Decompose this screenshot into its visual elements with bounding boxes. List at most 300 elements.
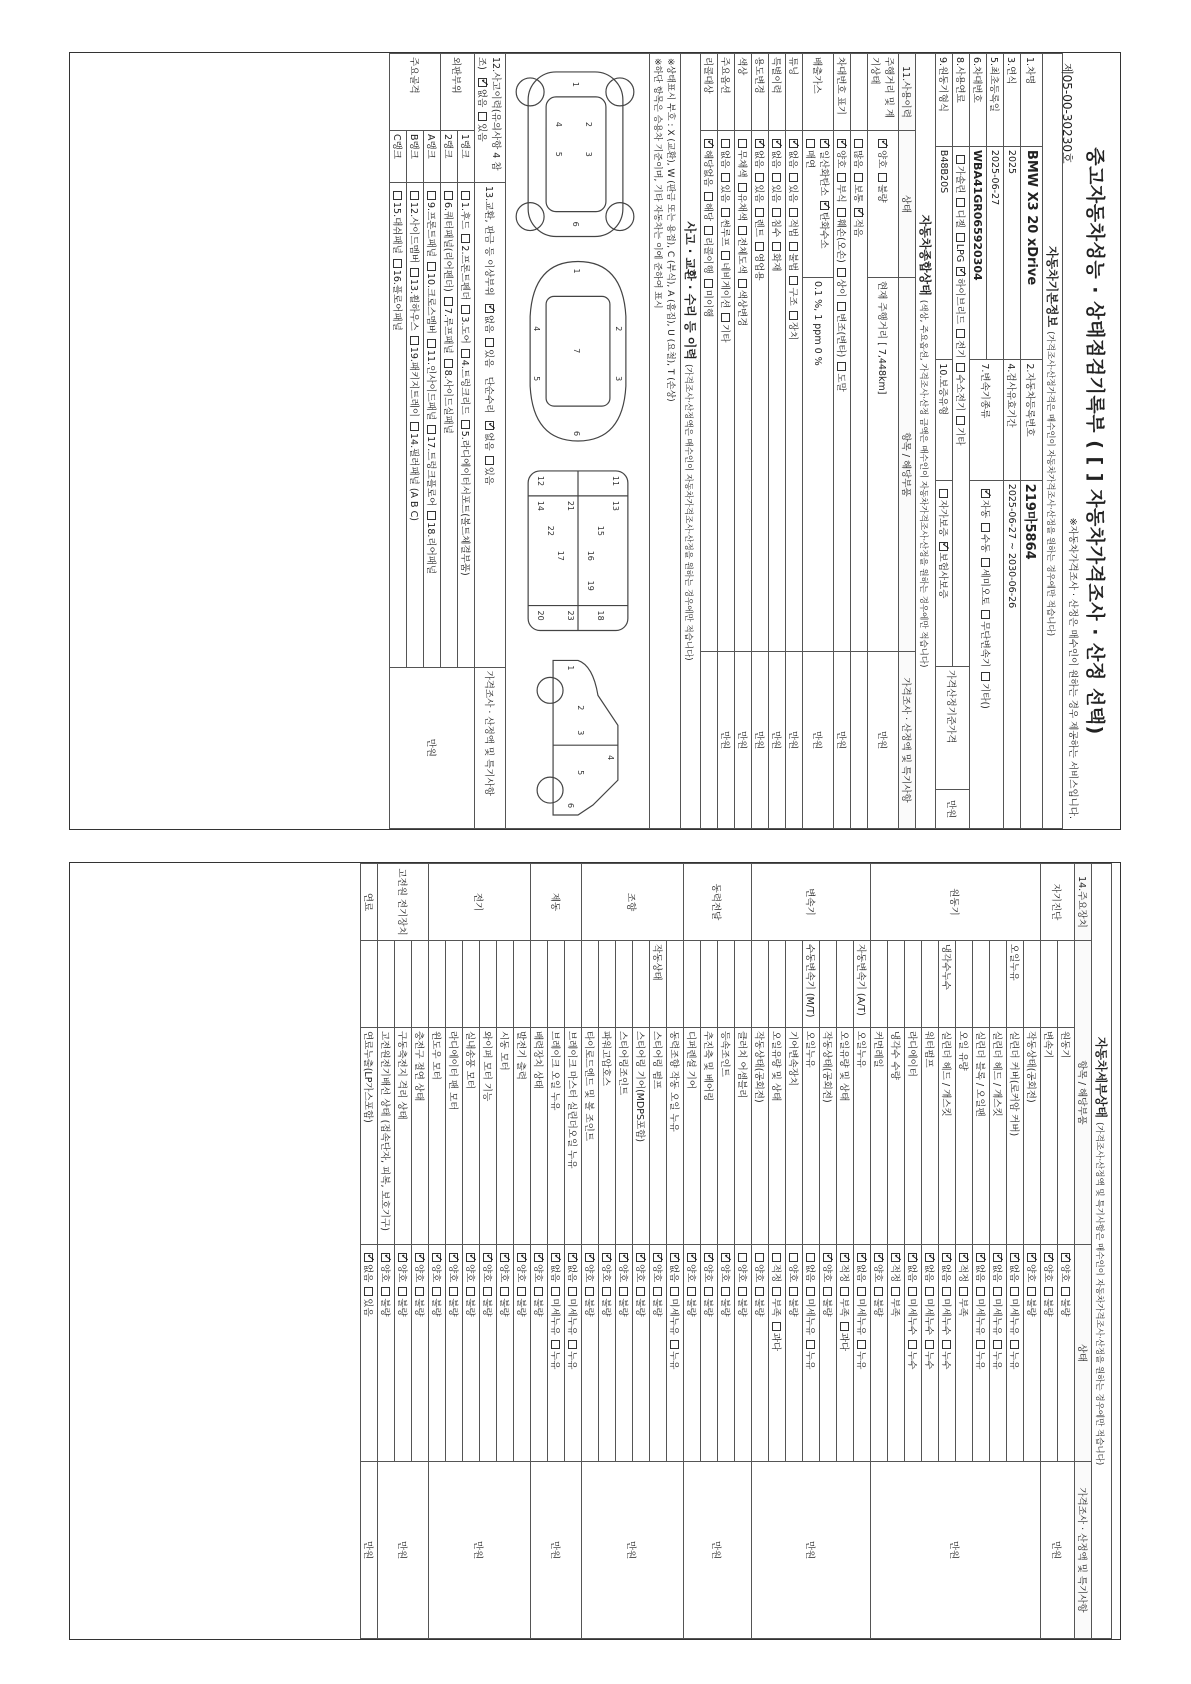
checkbox-icon[interactable] <box>398 1287 407 1296</box>
overall-option[interactable] <box>835 168 846 202</box>
checkbox-icon[interactable] <box>427 425 436 434</box>
checkbox-icon[interactable] <box>840 1253 849 1262</box>
detail-option[interactable] <box>736 1248 747 1282</box>
checkbox-icon[interactable] <box>534 1287 543 1296</box>
overall-option[interactable] <box>719 246 730 308</box>
overall-option[interactable] <box>770 237 781 271</box>
checkbox-icon[interactable] <box>704 192 713 201</box>
detail-option[interactable] <box>685 1282 696 1316</box>
checkbox-icon[interactable] <box>823 1253 832 1262</box>
checkbox-icon[interactable] <box>721 1253 730 1262</box>
overall-option[interactable] <box>736 134 747 178</box>
overall-option[interactable] <box>852 203 863 237</box>
checkbox-icon[interactable] <box>993 1287 1002 1296</box>
rankA-items-option[interactable] <box>425 420 436 506</box>
checkbox-icon[interactable] <box>806 1340 815 1349</box>
rankB-items-option[interactable] <box>408 331 419 417</box>
checkbox-icon[interactable] <box>738 183 747 192</box>
checkbox-icon[interactable] <box>789 173 798 182</box>
checkbox-icon[interactable] <box>568 1340 577 1349</box>
detail-option[interactable] <box>1008 1282 1019 1335</box>
checkbox-icon[interactable] <box>993 1253 1002 1262</box>
rank1-items-option[interactable] <box>459 344 470 415</box>
detail-option[interactable] <box>549 1282 560 1335</box>
fuel-options-option[interactable] <box>954 150 965 194</box>
detail-option[interactable] <box>498 1248 509 1282</box>
warranty-options-option[interactable] <box>937 484 948 537</box>
checkbox-icon[interactable] <box>982 558 991 567</box>
detail-option[interactable] <box>821 1282 832 1316</box>
detail-option[interactable] <box>481 1282 492 1316</box>
overall-option[interactable] <box>736 274 747 327</box>
detail-option[interactable] <box>464 1248 475 1282</box>
detail-option[interactable] <box>719 1282 730 1316</box>
overall-option[interactable] <box>787 134 798 168</box>
checkbox-icon[interactable] <box>568 1253 577 1262</box>
detail-option[interactable] <box>906 1335 917 1369</box>
checkbox-icon[interactable] <box>551 1340 560 1349</box>
checkbox-icon[interactable] <box>670 1253 679 1262</box>
checkbox-icon[interactable] <box>500 1287 509 1296</box>
overall-option[interactable] <box>835 203 846 263</box>
checkbox-icon[interactable] <box>874 1253 883 1262</box>
checkbox-icon[interactable] <box>1061 1253 1070 1262</box>
checkbox-icon[interactable] <box>704 1287 713 1296</box>
detail-option[interactable] <box>974 1282 985 1335</box>
checkbox-icon[interactable] <box>410 268 419 277</box>
checkbox-icon[interactable] <box>820 201 829 210</box>
checkbox-icon[interactable] <box>956 363 965 372</box>
overall-option[interactable] <box>736 221 747 274</box>
checkbox-icon[interactable] <box>956 198 965 207</box>
checkbox-icon[interactable] <box>410 422 419 431</box>
rank2-items-option[interactable] <box>442 354 453 434</box>
detail-option[interactable] <box>991 1335 1002 1369</box>
overall-option[interactable] <box>852 168 863 202</box>
checkbox-icon[interactable] <box>449 1287 458 1296</box>
checkbox-icon[interactable] <box>789 208 798 217</box>
checkbox-icon[interactable] <box>1027 1253 1036 1262</box>
detail-option[interactable] <box>583 1248 594 1282</box>
checkbox-icon[interactable] <box>789 311 798 320</box>
overall-option[interactable] <box>753 134 764 168</box>
detail-option[interactable] <box>821 1248 832 1282</box>
overall-option[interactable] <box>876 168 887 202</box>
detail-option[interactable] <box>787 1282 798 1316</box>
detail-option[interactable] <box>957 1248 968 1282</box>
overall-option[interactable] <box>818 134 829 196</box>
checkbox-icon[interactable] <box>772 208 781 217</box>
checkbox-icon[interactable] <box>755 208 764 217</box>
checkbox-icon[interactable] <box>432 1253 441 1262</box>
rank1-items-option[interactable] <box>459 415 470 576</box>
rank1-items-option[interactable] <box>459 300 470 343</box>
checkbox-icon[interactable] <box>837 302 846 311</box>
rank1-items-option[interactable] <box>459 229 470 300</box>
detail-option[interactable] <box>702 1248 713 1282</box>
checkbox-icon[interactable] <box>806 1287 815 1296</box>
checkbox-icon[interactable] <box>993 1340 1002 1349</box>
checkbox-icon[interactable] <box>820 139 829 148</box>
detail-option[interactable] <box>583 1282 594 1316</box>
rankB-items-option[interactable] <box>408 263 419 331</box>
detail-option[interactable] <box>838 1282 849 1316</box>
checkbox-icon[interactable] <box>755 139 764 148</box>
checkbox-icon[interactable] <box>837 139 846 148</box>
checkbox-icon[interactable] <box>1044 1287 1053 1296</box>
detail-option[interactable] <box>464 1282 475 1316</box>
checkbox-icon[interactable] <box>956 233 965 242</box>
checkbox-icon[interactable] <box>619 1253 628 1262</box>
checkbox-icon[interactable] <box>517 1253 526 1262</box>
detail-option[interactable] <box>991 1248 1002 1282</box>
checkbox-icon[interactable] <box>410 336 419 345</box>
checkbox-icon[interactable] <box>721 1287 730 1296</box>
detail-option[interactable] <box>362 1248 373 1282</box>
checkbox-icon[interactable] <box>925 1340 934 1349</box>
detail-option[interactable] <box>668 1282 679 1335</box>
overall-option[interactable] <box>787 306 798 340</box>
checkbox-icon[interactable] <box>976 1253 985 1262</box>
detail-option[interactable] <box>498 1282 509 1316</box>
overall-option[interactable] <box>787 203 798 237</box>
rankA-items-option[interactable] <box>425 334 436 420</box>
checkbox-icon[interactable] <box>721 251 730 260</box>
detail-option[interactable] <box>634 1248 645 1282</box>
trans-options-option[interactable] <box>980 553 991 606</box>
checkbox-icon[interactable] <box>517 1287 526 1296</box>
checkbox-icon[interactable] <box>461 234 470 243</box>
checkbox-icon[interactable] <box>427 339 436 348</box>
checkbox-icon[interactable] <box>854 139 863 148</box>
checkbox-icon[interactable] <box>427 262 436 271</box>
detail-option[interactable] <box>787 1248 798 1282</box>
checkbox-icon[interactable] <box>878 173 887 182</box>
detail-option[interactable] <box>566 1282 577 1335</box>
checkbox-icon[interactable] <box>721 313 730 322</box>
checkbox-icon[interactable] <box>982 672 991 681</box>
detail-option[interactable] <box>1042 1282 1053 1316</box>
checkbox-icon[interactable] <box>956 329 965 338</box>
detail-option[interactable] <box>651 1248 662 1282</box>
checkbox-icon[interactable] <box>704 226 713 235</box>
checkbox-icon[interactable] <box>956 155 965 164</box>
checkbox-icon[interactable] <box>789 242 798 251</box>
checkbox-icon[interactable] <box>789 1287 798 1296</box>
checkbox-icon[interactable] <box>478 112 487 121</box>
detail-option[interactable] <box>906 1248 917 1282</box>
fuel-options-option[interactable] <box>954 228 965 262</box>
checkbox-icon[interactable] <box>483 1287 492 1296</box>
checkbox-icon[interactable] <box>393 259 402 268</box>
detail-option[interactable] <box>872 1248 883 1282</box>
detail-option[interactable] <box>1059 1282 1070 1316</box>
checkbox-icon[interactable] <box>432 1287 441 1296</box>
checkbox-icon[interactable] <box>704 1253 713 1262</box>
checkbox-icon[interactable] <box>704 279 713 288</box>
overall-option[interactable] <box>702 274 713 318</box>
checkbox-icon[interactable] <box>568 1287 577 1296</box>
detail-option[interactable] <box>770 1317 781 1351</box>
detail-option[interactable] <box>379 1282 390 1316</box>
rank2-items-option[interactable] <box>442 292 453 354</box>
checkbox-icon[interactable] <box>500 1253 509 1262</box>
checkbox-icon[interactable] <box>398 1253 407 1262</box>
overall-option[interactable] <box>770 203 781 237</box>
detail-option[interactable] <box>940 1282 951 1335</box>
detail-option[interactable] <box>549 1335 560 1369</box>
detail-option[interactable] <box>1042 1248 1053 1282</box>
checkbox-icon[interactable] <box>551 1287 560 1296</box>
detail-option[interactable] <box>549 1248 560 1282</box>
checkbox-icon[interactable] <box>721 208 730 217</box>
checkbox-icon[interactable] <box>806 139 815 148</box>
detail-option[interactable] <box>668 1248 679 1282</box>
checkbox-icon[interactable] <box>789 276 798 285</box>
checkbox-icon[interactable] <box>857 1253 866 1262</box>
overall-option[interactable] <box>835 134 846 168</box>
detail-option[interactable] <box>532 1282 543 1316</box>
checkbox-icon[interactable] <box>653 1287 662 1296</box>
overall-option[interactable] <box>770 168 781 202</box>
detail-option[interactable] <box>770 1282 781 1316</box>
checkbox-icon[interactable] <box>823 1287 832 1296</box>
checkbox-icon[interactable] <box>721 139 730 148</box>
overall-option[interactable] <box>753 168 764 202</box>
detail-option[interactable] <box>634 1282 645 1316</box>
checkbox-icon[interactable] <box>755 173 764 182</box>
rankA-items-option[interactable] <box>425 186 436 257</box>
rankB-items-option[interactable] <box>408 186 419 263</box>
detail-option[interactable] <box>515 1248 526 1282</box>
checkbox-icon[interactable] <box>364 1253 373 1262</box>
checkbox-icon[interactable] <box>857 1340 866 1349</box>
detail-option[interactable] <box>974 1335 985 1369</box>
overall-option[interactable] <box>804 134 815 168</box>
checkbox-icon[interactable] <box>789 1253 798 1262</box>
detail-option[interactable] <box>753 1248 764 1282</box>
detail-option[interactable] <box>702 1282 713 1316</box>
checkbox-icon[interactable] <box>653 1253 662 1262</box>
checkbox-icon[interactable] <box>837 362 846 371</box>
checkbox-icon[interactable] <box>670 1340 679 1349</box>
detail-option[interactable] <box>617 1248 628 1282</box>
checkbox-icon[interactable] <box>393 191 402 200</box>
overall-option[interactable] <box>719 203 730 247</box>
rank1-items-option[interactable] <box>459 186 470 229</box>
checkbox-icon[interactable] <box>738 139 747 148</box>
detail-option[interactable] <box>923 1282 934 1335</box>
checkbox-icon[interactable] <box>1044 1253 1053 1262</box>
checkbox-icon[interactable] <box>772 1253 781 1262</box>
checkbox-icon[interactable] <box>449 1253 458 1262</box>
checkbox-icon[interactable] <box>908 1340 917 1349</box>
fuel-options-option[interactable] <box>954 411 965 445</box>
checkbox-icon[interactable] <box>585 1287 594 1296</box>
detail-option[interactable] <box>668 1335 679 1369</box>
checkbox-icon[interactable] <box>415 1253 424 1262</box>
checkbox-icon[interactable] <box>585 1253 594 1262</box>
checkbox-icon[interactable] <box>670 1287 679 1296</box>
checkbox-icon[interactable] <box>478 78 487 87</box>
detail-option[interactable] <box>753 1282 764 1316</box>
detail-option[interactable] <box>889 1282 900 1316</box>
overall-option[interactable] <box>835 263 846 297</box>
detail-option[interactable] <box>396 1248 407 1282</box>
checkbox-icon[interactable] <box>956 416 965 425</box>
overall-option[interactable] <box>719 308 730 342</box>
checkbox-icon[interactable] <box>466 1253 475 1262</box>
rank2-items-option[interactable] <box>442 186 453 292</box>
detail-option[interactable] <box>940 1248 951 1282</box>
checkbox-icon[interactable] <box>534 1253 543 1262</box>
checkbox-icon[interactable] <box>738 279 747 288</box>
checkbox-icon[interactable] <box>857 1287 866 1296</box>
detail-option[interactable] <box>804 1335 815 1369</box>
checkbox-icon[interactable] <box>908 1287 917 1296</box>
checkbox-icon[interactable] <box>721 173 730 182</box>
detail-option[interactable] <box>940 1335 951 1369</box>
checkbox-icon[interactable] <box>636 1253 645 1262</box>
detail-option[interactable] <box>1025 1282 1036 1316</box>
checkbox-icon[interactable] <box>772 173 781 182</box>
checkbox-icon[interactable] <box>874 1287 883 1296</box>
rankA-items-option[interactable] <box>425 506 436 574</box>
checkbox-icon[interactable] <box>485 421 494 430</box>
checkbox-icon[interactable] <box>364 1287 373 1296</box>
rankB-items-option[interactable] <box>408 417 419 521</box>
rankA-items-option[interactable] <box>425 257 436 334</box>
accident-history-options-option[interactable] <box>476 73 487 107</box>
checkbox-icon[interactable] <box>551 1253 560 1262</box>
detail-option[interactable] <box>855 1335 866 1369</box>
checkbox-icon[interactable] <box>772 1287 781 1296</box>
checkbox-icon[interactable] <box>687 1287 696 1296</box>
detail-option[interactable] <box>600 1282 611 1316</box>
overall-option[interactable] <box>719 134 730 168</box>
checkbox-icon[interactable] <box>772 242 781 251</box>
checkbox-icon[interactable] <box>461 305 470 314</box>
checkbox-icon[interactable] <box>772 139 781 148</box>
fuel-options-option[interactable] <box>954 262 965 324</box>
detail-option[interactable] <box>804 1248 815 1282</box>
detail-option[interactable] <box>617 1282 628 1316</box>
checkbox-icon[interactable] <box>466 1287 475 1296</box>
detail-option[interactable] <box>974 1248 985 1282</box>
checkbox-icon[interactable] <box>755 242 764 251</box>
detail-option[interactable] <box>532 1248 543 1282</box>
detail-option[interactable] <box>855 1282 866 1335</box>
checkbox-icon[interactable] <box>755 1253 764 1262</box>
detail-option[interactable] <box>447 1248 458 1282</box>
checkbox-icon[interactable] <box>854 173 863 182</box>
checkbox-icon[interactable] <box>427 191 436 200</box>
detail-option[interactable] <box>1008 1335 1019 1369</box>
repair-options-option[interactable] <box>483 333 494 367</box>
detail-option[interactable] <box>736 1282 747 1316</box>
checkbox-icon[interactable] <box>925 1253 934 1262</box>
checkbox-icon[interactable] <box>1027 1287 1036 1296</box>
checkbox-icon[interactable] <box>806 1253 815 1262</box>
overall-option[interactable] <box>719 168 730 202</box>
detail-option[interactable] <box>396 1282 407 1316</box>
checkbox-icon[interactable] <box>1010 1340 1019 1349</box>
detail-option[interactable] <box>362 1282 373 1316</box>
detail-option[interactable] <box>566 1335 577 1369</box>
checkbox-icon[interactable] <box>485 338 494 347</box>
detail-option[interactable] <box>566 1248 577 1282</box>
accident-history-options-option[interactable] <box>476 107 487 141</box>
checkbox-icon[interactable] <box>789 139 798 148</box>
overall-option[interactable] <box>835 357 846 391</box>
checkbox-icon[interactable] <box>415 1287 424 1296</box>
overall-option[interactable] <box>753 203 764 237</box>
detail-option[interactable] <box>804 1282 815 1335</box>
checkbox-icon[interactable] <box>840 1322 849 1331</box>
checkbox-icon[interactable] <box>891 1253 900 1262</box>
warranty-options-option[interactable] <box>937 537 948 599</box>
checkbox-icon[interactable] <box>942 1340 951 1349</box>
checkbox-icon[interactable] <box>381 1287 390 1296</box>
checkbox-icon[interactable] <box>687 1253 696 1262</box>
checkbox-icon[interactable] <box>939 542 948 551</box>
checkbox-icon[interactable] <box>619 1287 628 1296</box>
checkbox-icon[interactable] <box>410 191 419 200</box>
overall-option[interactable] <box>852 134 863 168</box>
checkbox-icon[interactable] <box>738 1253 747 1262</box>
checkbox-icon[interactable] <box>704 139 713 148</box>
detail-option[interactable] <box>770 1248 781 1282</box>
checkbox-icon[interactable] <box>939 489 948 498</box>
detail-option[interactable] <box>906 1282 917 1335</box>
checkbox-icon[interactable] <box>908 1253 917 1262</box>
checkbox-icon[interactable] <box>942 1253 951 1262</box>
checkbox-icon[interactable] <box>483 1253 492 1262</box>
detail-option[interactable] <box>991 1282 1002 1335</box>
checkbox-icon[interactable] <box>976 1340 985 1349</box>
rankC-items-option[interactable] <box>391 186 402 254</box>
checkbox-icon[interactable] <box>840 1287 849 1296</box>
overall-option[interactable] <box>818 196 829 249</box>
detail-option[interactable] <box>515 1282 526 1316</box>
checkbox-icon[interactable] <box>982 610 991 619</box>
checkbox-icon[interactable] <box>602 1253 611 1262</box>
detail-option[interactable] <box>889 1248 900 1282</box>
detail-option[interactable] <box>1025 1248 1036 1282</box>
trans-options-option[interactable] <box>980 605 991 667</box>
checkbox-icon[interactable] <box>854 208 863 217</box>
overall-option[interactable] <box>736 178 747 222</box>
checkbox-icon[interactable] <box>461 420 470 429</box>
checkbox-icon[interactable] <box>878 139 887 148</box>
simple-repair-options-option[interactable] <box>483 416 494 450</box>
checkbox-icon[interactable] <box>485 456 494 465</box>
detail-option[interactable] <box>838 1317 849 1351</box>
overall-option[interactable] <box>770 134 781 168</box>
trans-options-option[interactable] <box>980 667 991 709</box>
detail-option[interactable] <box>1008 1248 1019 1282</box>
detail-option[interactable] <box>855 1248 866 1282</box>
checkbox-icon[interactable] <box>636 1287 645 1296</box>
detail-option[interactable] <box>957 1282 968 1316</box>
checkbox-icon[interactable] <box>837 173 846 182</box>
detail-option[interactable] <box>600 1248 611 1282</box>
detail-option[interactable] <box>413 1282 424 1316</box>
detail-option[interactable] <box>413 1248 424 1282</box>
trans-options-option[interactable] <box>980 484 991 518</box>
detail-option[interactable] <box>719 1248 730 1282</box>
detail-option[interactable] <box>923 1335 934 1369</box>
